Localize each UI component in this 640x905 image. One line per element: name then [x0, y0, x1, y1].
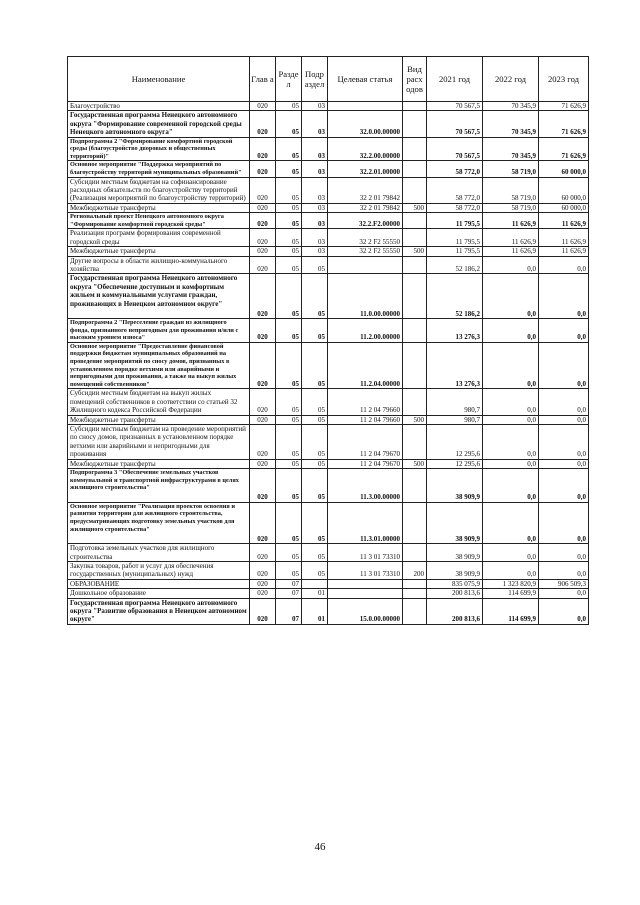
row-name: Подпрограмма 2 "Переселение граждан из жилищного фонда, признанного непригодным для проживания и/или с высоким уровнем износа" [68, 319, 250, 343]
row-2021: 11 795,5 [427, 247, 483, 256]
row-podrazdel: 03 [302, 161, 328, 177]
row-2023: 0,0 [539, 274, 589, 319]
row-name: Основное мероприятие "Реализация проектов освоения и развития территории для жилищного строительства, предусматривающих подготовку земельных участков для жилищного строительства" [68, 502, 250, 543]
row-2023: 0,0 [539, 544, 589, 562]
table-row [68, 389, 589, 415]
row-razdel: 05 [276, 274, 302, 319]
table-row [68, 598, 589, 624]
row-name: Другие вопросы в области жилищно-коммунального хозяйства [68, 256, 250, 274]
row-2021: 38 909,9 [427, 544, 483, 562]
row-glava: 020 [250, 274, 276, 319]
table-row [68, 579, 589, 588]
header-podrazdel: Подр аздел [302, 57, 328, 102]
row-2022: 58 719,0 [483, 177, 539, 203]
table-row [68, 544, 589, 562]
row-name: Государственная программа Ненецкого автономного округа "Обеспечение доступным и комфортным жильем и коммунальными услугами граждан, проживающих в Ненецком автономном округе" [68, 274, 250, 319]
row-name: Основное мероприятие "Поддержка мероприятий по благоустройству территорий муниципальных образований" [68, 161, 250, 177]
row-2021: 38 909,9 [427, 469, 483, 503]
row-podrazdel: 03 [302, 137, 328, 161]
header-2021: 2021 год [427, 57, 483, 102]
row-name: Подготовка земельных участков для жилищного строительства [68, 544, 250, 562]
row-razdel: 05 [276, 256, 302, 274]
row-podrazdel: 03 [302, 177, 328, 203]
row-razdel: 07 [276, 598, 302, 624]
row-glava: 020 [250, 459, 276, 468]
row-name: Субсидии местным бюджетам на выкуп жилых помещений собственников в соответствии со статьей 32 Жилищного кодекса Российской Федерации [68, 389, 250, 415]
row-2022: 0,0 [483, 544, 539, 562]
row-razdel: 05 [276, 161, 302, 177]
row-glava: 020 [250, 544, 276, 562]
row-2022: 0,0 [483, 256, 539, 274]
row-glava: 020 [250, 425, 276, 460]
row-2021: 58 772,0 [427, 177, 483, 203]
row-glava: 020 [250, 137, 276, 161]
row-glava: 020 [250, 247, 276, 256]
header-2022: 2022 год [483, 57, 539, 102]
row-2023: 71 626,9 [539, 102, 589, 111]
row-target: 11 2 04 79660 [328, 415, 403, 424]
row-2022: 58 719,0 [483, 161, 539, 177]
row-vid: 500 [403, 247, 427, 256]
row-target: 32 2 F2 55550 [328, 229, 403, 247]
table-row [68, 137, 589, 161]
row-glava: 020 [250, 589, 276, 598]
table-row [68, 111, 589, 137]
row-name: Государственная программа Ненецкого автономного округа "Формирование современной городской среды Ненецкого автономного округа" [68, 111, 250, 137]
header-target: Целевая статья [328, 57, 403, 102]
header-glava: Глав а [250, 57, 276, 102]
row-2021: 38 909,9 [427, 502, 483, 543]
row-glava: 020 [250, 342, 276, 389]
row-glava: 020 [250, 598, 276, 624]
row-name: Благоустройство [68, 102, 250, 111]
row-2023: 11 626,9 [539, 229, 589, 247]
row-2021: 58 772,0 [427, 161, 483, 177]
row-2023: 0,0 [539, 589, 589, 598]
row-razdel: 05 [276, 389, 302, 415]
row-2022: 0,0 [483, 562, 539, 580]
row-vid [403, 589, 427, 598]
row-podrazdel: 01 [302, 589, 328, 598]
row-2022: 0,0 [483, 469, 539, 503]
row-2021: 13 276,3 [427, 319, 483, 343]
row-name: Основное мероприятие "Предоставление финансовой поддержки бюджетам муниципальных образований на проведение мероприятий по сносу домов, признанных в установленном порядке ветхими или аварийными и непригодными для проживания, а также на выкуп жилых помещений собственников" [68, 342, 250, 389]
row-glava: 020 [250, 161, 276, 177]
row-target: 32 2 F2 55550 [328, 247, 403, 256]
row-glava: 020 [250, 213, 276, 229]
row-podrazdel: 03 [302, 203, 328, 212]
row-vid [403, 274, 427, 319]
row-name: Реализация программ формирования современной городской среды [68, 229, 250, 247]
row-target: 11 2 04 79670 [328, 425, 403, 460]
table-row [68, 213, 589, 229]
row-razdel: 05 [276, 502, 302, 543]
row-glava: 020 [250, 319, 276, 343]
table-row [68, 229, 589, 247]
row-2022: 1 323 820,9 [483, 579, 539, 588]
row-2021: 70 567,5 [427, 137, 483, 161]
row-2022: 0,0 [483, 319, 539, 343]
row-razdel: 05 [276, 562, 302, 580]
table-row [68, 425, 589, 460]
table-row [68, 469, 589, 503]
row-podrazdel: 05 [302, 256, 328, 274]
row-podrazdel: 05 [302, 415, 328, 424]
row-podrazdel: 05 [302, 274, 328, 319]
row-2021: 52 186,2 [427, 256, 483, 274]
row-2021: 12 295,6 [427, 425, 483, 460]
table-row [68, 319, 589, 343]
row-2022: 70 345,9 [483, 137, 539, 161]
row-razdel: 05 [276, 111, 302, 137]
row-target: 11 3 01 73310 [328, 544, 403, 562]
row-razdel: 05 [276, 177, 302, 203]
row-name: Региональный проект Ненецкого автономного округа "Формирование комфортной городской среды" [68, 213, 250, 229]
row-glava: 020 [250, 102, 276, 111]
page-number: 46 [314, 841, 326, 853]
row-2023: 0,0 [539, 562, 589, 580]
row-vid [403, 319, 427, 343]
row-name: Закупка товаров, работ и услуг для обеспечения государственных (муниципальных) нужд [68, 562, 250, 580]
row-vid [403, 469, 427, 503]
row-vid [403, 389, 427, 415]
row-podrazdel: 05 [302, 469, 328, 503]
row-target: 11 2 04 79660 [328, 389, 403, 415]
table-row [68, 161, 589, 177]
row-2023: 0,0 [539, 256, 589, 274]
table-body [68, 102, 589, 625]
row-glava: 020 [250, 111, 276, 137]
row-podrazdel: 05 [302, 544, 328, 562]
row-2023: 0,0 [539, 319, 589, 343]
row-target: 11.2.00.00000 [328, 319, 403, 343]
table-row [68, 589, 589, 598]
row-2022: 0,0 [483, 342, 539, 389]
row-2022: 0,0 [483, 274, 539, 319]
table-header-row [68, 57, 589, 102]
row-2021: 58 772,0 [427, 203, 483, 212]
row-glava: 020 [250, 469, 276, 503]
row-podrazdel [302, 579, 328, 588]
row-vid: 500 [403, 203, 427, 212]
row-2021: 835 075,9 [427, 579, 483, 588]
row-razdel: 05 [276, 544, 302, 562]
header-2023: 2023 год [539, 57, 589, 102]
row-vid: 500 [403, 459, 427, 468]
row-2022: 0,0 [483, 389, 539, 415]
row-razdel: 05 [276, 229, 302, 247]
row-target: 11.2.04.00000 [328, 342, 403, 389]
row-name: Межбюджетные трансферты [68, 203, 250, 212]
row-2022: 0,0 [483, 425, 539, 460]
row-2022: 11 626,9 [483, 213, 539, 229]
row-name: Дошкольное образование [68, 589, 250, 598]
row-vid [403, 256, 427, 274]
row-target [328, 579, 403, 588]
row-vid [403, 111, 427, 137]
table-row [68, 177, 589, 203]
row-glava: 020 [250, 415, 276, 424]
row-name: ОБРАЗОВАНИЕ [68, 579, 250, 588]
row-2022: 70 345,9 [483, 102, 539, 111]
row-glava: 020 [250, 203, 276, 212]
row-2021: 200 813,6 [427, 598, 483, 624]
row-podrazdel: 05 [302, 502, 328, 543]
row-2022: 0,0 [483, 459, 539, 468]
row-razdel: 05 [276, 342, 302, 389]
row-podrazdel: 03 [302, 247, 328, 256]
row-2021: 980,7 [427, 389, 483, 415]
row-2023: 60 000,0 [539, 203, 589, 212]
row-2023: 0,0 [539, 415, 589, 424]
row-2021: 200 813,6 [427, 589, 483, 598]
row-vid [403, 229, 427, 247]
row-razdel: 05 [276, 459, 302, 468]
row-2021: 11 795,5 [427, 229, 483, 247]
row-target [328, 256, 403, 274]
row-2022: 70 345,9 [483, 111, 539, 137]
row-target [328, 589, 403, 598]
row-name: Государственная программа Ненецкого автономного округа "Развитие образования в Ненецком автономном округе" [68, 598, 250, 624]
header-razdel: Разде л [276, 57, 302, 102]
header-vid: Вид расх одов [403, 57, 427, 102]
row-glava: 020 [250, 562, 276, 580]
row-glava: 020 [250, 579, 276, 588]
row-2023: 0,0 [539, 389, 589, 415]
row-razdel: 07 [276, 579, 302, 588]
row-2023: 0,0 [539, 502, 589, 543]
row-razdel: 05 [276, 415, 302, 424]
row-vid [403, 342, 427, 389]
row-target [328, 102, 403, 111]
row-2023: 0,0 [539, 459, 589, 468]
row-2023: 11 626,9 [539, 213, 589, 229]
row-2023: 0,0 [539, 469, 589, 503]
row-target: 11.3.00.00000 [328, 469, 403, 503]
row-target: 32.2.01.00000 [328, 161, 403, 177]
row-2023: 60 000,0 [539, 161, 589, 177]
row-podrazdel: 03 [302, 229, 328, 247]
row-podrazdel: 03 [302, 213, 328, 229]
row-vid [403, 213, 427, 229]
row-2021: 11 795,5 [427, 213, 483, 229]
row-2022: 0,0 [483, 502, 539, 543]
row-vid [403, 161, 427, 177]
row-target: 32.0.00.00000 [328, 111, 403, 137]
row-2023: 60 000,0 [539, 177, 589, 203]
row-name: Субсидии местным бюджетам на проведение мероприятий по сносу домов, признанных в установленном порядке ветхими или аварийными и непригодными для проживания [68, 425, 250, 460]
row-target: 11.0.00.00000 [328, 274, 403, 319]
row-razdel: 05 [276, 213, 302, 229]
header-name: Наименование [68, 57, 250, 102]
row-podrazdel: 05 [302, 342, 328, 389]
row-2023: 11 626,9 [539, 247, 589, 256]
row-2022: 0,0 [483, 415, 539, 424]
row-target: 11 2 04 79670 [328, 459, 403, 468]
row-vid [403, 102, 427, 111]
row-2022: 58 719,0 [483, 203, 539, 212]
table-row [68, 256, 589, 274]
row-podrazdel: 05 [302, 425, 328, 460]
table-row [68, 459, 589, 468]
budget-table [67, 56, 589, 625]
row-glava: 020 [250, 256, 276, 274]
row-name: Межбюджетные трансферты [68, 459, 250, 468]
row-razdel: 07 [276, 589, 302, 598]
row-2023: 0,0 [539, 598, 589, 624]
row-2023: 906 509,3 [539, 579, 589, 588]
row-target: 32.2.F2.00000 [328, 213, 403, 229]
row-name: Субсидии местным бюджетам на софинансирование расходных обязательств по благоустройству территорий (Реализация мероприятий по благоустройству территорий) [68, 177, 250, 203]
row-2023: 71 626,9 [539, 137, 589, 161]
row-target: 15.0.00.00000 [328, 598, 403, 624]
row-name: Подпрограмма 2 "Формирование комфортной городской среды (благоустройство дворовых и общественных территорий)" [68, 137, 250, 161]
budget-table-page [67, 56, 588, 625]
row-vid [403, 137, 427, 161]
row-vid [403, 598, 427, 624]
row-razdel: 05 [276, 469, 302, 503]
row-razdel: 05 [276, 425, 302, 460]
row-target: 32.2.00.00000 [328, 137, 403, 161]
row-razdel: 05 [276, 203, 302, 212]
row-target: 11 3 01 73310 [328, 562, 403, 580]
row-glava: 020 [250, 389, 276, 415]
row-razdel: 05 [276, 137, 302, 161]
row-vid: 200 [403, 562, 427, 580]
table-row [68, 102, 589, 111]
table-row [68, 247, 589, 256]
row-podrazdel: 05 [302, 319, 328, 343]
row-podrazdel: 01 [302, 598, 328, 624]
table-row [68, 203, 589, 212]
row-razdel: 05 [276, 102, 302, 111]
row-2021: 13 276,3 [427, 342, 483, 389]
table-row [68, 274, 589, 319]
row-glava: 020 [250, 229, 276, 247]
row-2022: 114 699,9 [483, 598, 539, 624]
row-vid: 500 [403, 415, 427, 424]
row-2021: 52 186,2 [427, 274, 483, 319]
row-vid [403, 544, 427, 562]
row-2021: 70 567,5 [427, 102, 483, 111]
row-glava: 020 [250, 177, 276, 203]
row-target: 11.3.01.00000 [328, 502, 403, 543]
row-name: Межбюджетные трансферты [68, 247, 250, 256]
table-row [68, 562, 589, 580]
row-vid [403, 579, 427, 588]
row-podrazdel: 05 [302, 562, 328, 580]
row-2021: 38 909,9 [427, 562, 483, 580]
row-vid [403, 177, 427, 203]
row-target: 32 2 01 79842 [328, 177, 403, 203]
row-name: Подпрограмма 3 "Обеспечение земельных участков коммунальной и транспортной инфраструктурами в целях жилищного строительства" [68, 469, 250, 503]
row-podrazdel: 05 [302, 459, 328, 468]
row-razdel: 05 [276, 247, 302, 256]
row-2023: 0,0 [539, 342, 589, 389]
row-razdel: 05 [276, 319, 302, 343]
table-row [68, 342, 589, 389]
row-podrazdel: 03 [302, 102, 328, 111]
row-2022: 114 699,9 [483, 589, 539, 598]
table-row [68, 502, 589, 543]
row-podrazdel: 05 [302, 389, 328, 415]
row-2021: 70 567,5 [427, 111, 483, 137]
row-name: Межбюджетные трансферты [68, 415, 250, 424]
row-glava: 020 [250, 502, 276, 543]
row-target: 32 2 01 79842 [328, 203, 403, 212]
row-2021: 12 295,6 [427, 459, 483, 468]
row-vid [403, 502, 427, 543]
row-2022: 11 626,9 [483, 247, 539, 256]
table-row [68, 415, 589, 424]
row-vid [403, 425, 427, 460]
row-2022: 11 626,9 [483, 229, 539, 247]
row-2023: 71 626,9 [539, 111, 589, 137]
row-2023: 0,0 [539, 425, 589, 460]
row-podrazdel: 03 [302, 111, 328, 137]
row-2021: 980,7 [427, 415, 483, 424]
